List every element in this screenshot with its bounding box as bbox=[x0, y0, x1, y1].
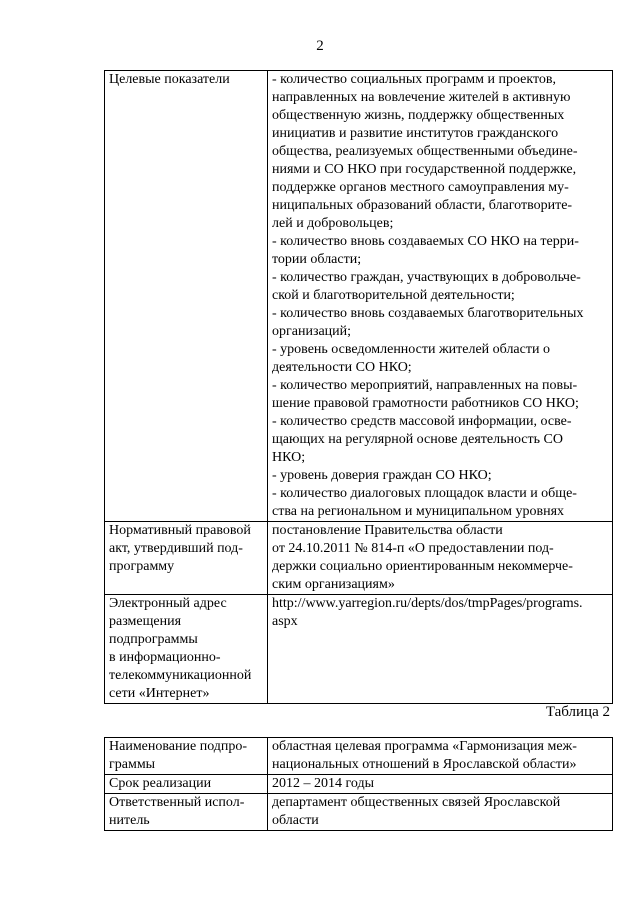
text-line: - количество граждан, участвующих в добровольче- bbox=[272, 270, 581, 285]
row-value bbox=[268, 794, 613, 831]
text-line: области bbox=[272, 813, 319, 828]
text-line: постановление Правительства области bbox=[272, 523, 503, 538]
text-line: - количество вновь создаваемых СО НКО на терри- bbox=[272, 234, 579, 249]
row-label bbox=[105, 775, 268, 794]
text-line: Срок реализации bbox=[109, 776, 212, 791]
text-line: шение правовой грамотности работников СО НКО; bbox=[272, 396, 579, 411]
table-row-web-address bbox=[105, 595, 613, 704]
text-line: национальных отношений в Ярославской области» bbox=[272, 757, 577, 772]
row-label bbox=[105, 738, 268, 775]
text-line: Наименование подпро- bbox=[109, 739, 248, 754]
row-label bbox=[105, 794, 268, 831]
row-value bbox=[268, 522, 613, 595]
text-line: акт, утвердивший под- bbox=[109, 541, 243, 556]
text-line: подпрограммы bbox=[109, 632, 198, 647]
text-line: ниями и СО НКО при государственной поддержке, bbox=[272, 162, 577, 177]
table-row-responsible bbox=[105, 794, 613, 831]
text-line: граммы bbox=[109, 757, 156, 772]
text-line: держки социально ориентированным некоммерче- bbox=[272, 559, 573, 574]
text-line: программу bbox=[109, 559, 175, 574]
row-label bbox=[105, 71, 268, 522]
passport-table bbox=[104, 70, 613, 704]
page-number: 2 bbox=[316, 38, 324, 54]
text-line: телекоммуникационной bbox=[109, 668, 252, 683]
text-line: сети «Интернет» bbox=[109, 686, 210, 701]
text-line: - количество вновь создаваемых благотворительных bbox=[272, 306, 584, 321]
text-line: Электронный адрес bbox=[109, 596, 227, 611]
row-value bbox=[268, 595, 613, 704]
text-line: 2012 – 2014 годы bbox=[272, 776, 375, 791]
row-value bbox=[268, 775, 613, 794]
text-line: ским организациям» bbox=[272, 577, 395, 592]
row-label bbox=[105, 595, 268, 704]
row-label bbox=[105, 522, 268, 595]
text-line: от 24.10.2011 № 814-п «О предоставлении под- bbox=[272, 541, 554, 556]
text-line: - количество средств массовой информации, осве- bbox=[272, 414, 572, 429]
text-line: деятельности СО НКО; bbox=[272, 360, 412, 375]
row-value bbox=[268, 71, 613, 522]
text-line: - уровень осведомленности жителей области о bbox=[272, 342, 550, 357]
text-line: поддержке органов местного самоуправления му- bbox=[272, 180, 569, 195]
text-line: Нормативный правовой bbox=[109, 523, 251, 538]
text-line: ниципальных образований области, благотворите- bbox=[272, 198, 573, 213]
text-line: размещения bbox=[109, 614, 182, 629]
text-line: ства на региональном и муниципальном уровнях bbox=[272, 504, 565, 519]
text-line: общества, реализуемых общественными объедине- bbox=[272, 144, 578, 159]
text-line: инициатив и развитие институтов гражданского bbox=[272, 126, 559, 141]
text-line: aspx bbox=[272, 614, 298, 629]
text-line: нитель bbox=[109, 813, 150, 828]
text-line: Ответственный испол- bbox=[109, 795, 245, 810]
text-line: в информационно- bbox=[109, 650, 221, 665]
table-caption: Таблица 2 bbox=[545, 704, 610, 720]
text-line: - количество социальных программ и проектов, bbox=[272, 72, 556, 87]
text-line: Целевые показатели bbox=[109, 72, 230, 87]
text-line: тории области; bbox=[272, 252, 362, 267]
text-line: - количество мероприятий, направленных на повы- bbox=[272, 378, 578, 393]
text-line: департамент общественных связей Ярославской bbox=[272, 795, 561, 810]
table-row-legal-act bbox=[105, 522, 613, 595]
table-row-term bbox=[105, 775, 613, 794]
table-row-program-name bbox=[105, 738, 613, 775]
text-line: направленных на вовлечение жителей в активную bbox=[272, 90, 571, 105]
text-line: областная целевая программа «Гармонизация меж- bbox=[272, 739, 577, 754]
text-line: общественную жизнь, поддержку общественных bbox=[272, 108, 565, 123]
text-line: НКО; bbox=[272, 450, 306, 465]
text-line: щающих на регулярной основе деятельность СО bbox=[272, 432, 563, 447]
text-line: лей и добровольцев; bbox=[272, 216, 394, 231]
text-line: http://www.yarregion.ru/depts/dos/tmpPages/programs. bbox=[272, 596, 583, 611]
text-line: - уровень доверия граждан СО НКО; bbox=[272, 468, 492, 483]
row-value bbox=[268, 738, 613, 775]
table-row-target-indicators bbox=[105, 71, 613, 522]
text-line: ской и благотворительной деятельности; bbox=[272, 288, 515, 303]
text-line: - количество диалоговых площадок власти и обще- bbox=[272, 486, 577, 501]
text-line: организаций; bbox=[272, 324, 352, 339]
program-table bbox=[104, 737, 613, 831]
